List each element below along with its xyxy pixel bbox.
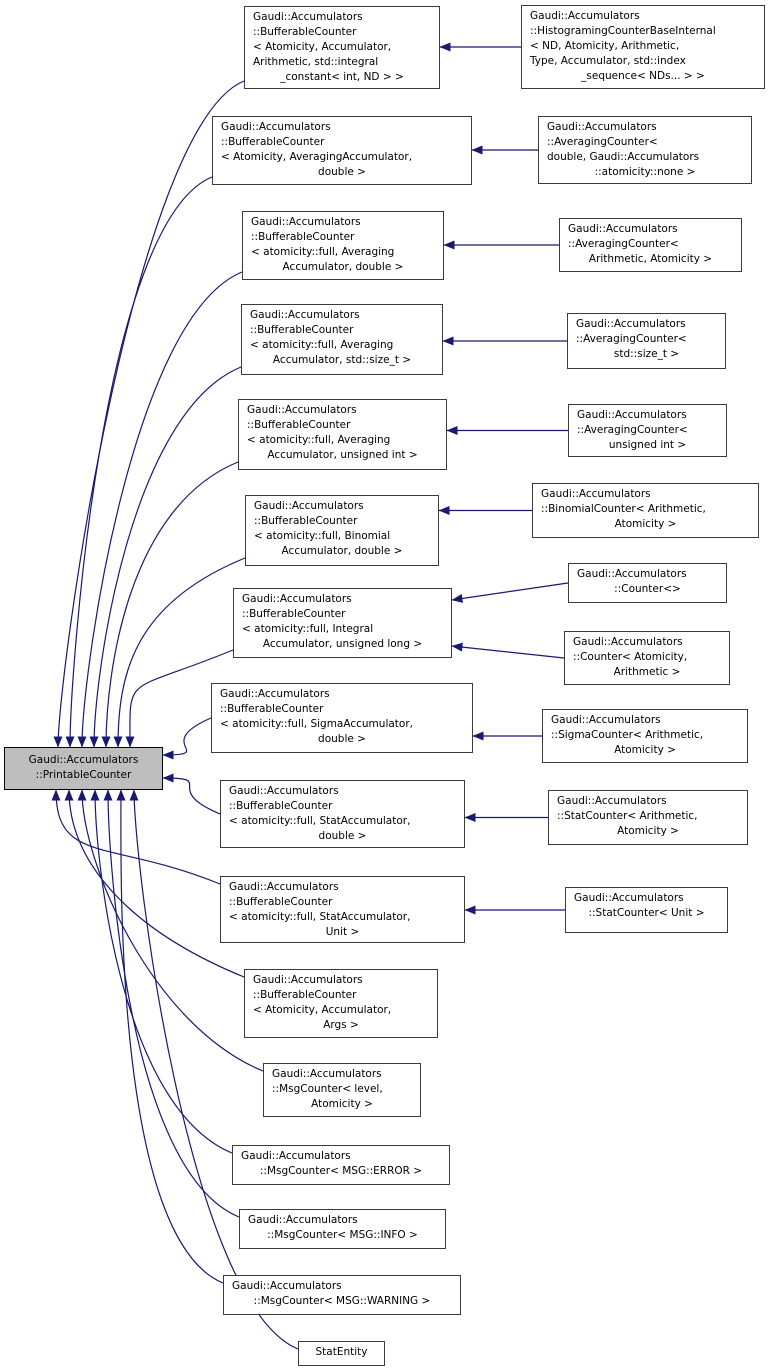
inheritance-edge xyxy=(452,583,568,600)
class-name-line: < atomicity::full, Averaging xyxy=(251,246,395,258)
class-node-avg_counter_uint[interactable] xyxy=(568,404,727,457)
class-node-buf_full_integral_ulong[interactable] xyxy=(233,588,452,658)
class-name-line: < Atomicity, AveragingAccumulator, xyxy=(221,151,413,163)
class-name-line: Gaudi::Accumulators xyxy=(253,974,363,986)
class-name-line: Atomicity > xyxy=(614,744,676,756)
class-name-line: Accumulator, std::size_t > xyxy=(272,354,412,366)
class-name-line: ::PrintableCounter xyxy=(35,769,132,781)
class-name-line: ::MsgCounter< MSG::ERROR > xyxy=(259,1165,423,1177)
class-name-line: ::BufferableCounter xyxy=(229,896,333,908)
inheritance-edge xyxy=(82,272,242,747)
class-name-line: Gaudi::Accumulators xyxy=(241,1150,351,1162)
inheritance-edge xyxy=(95,790,232,1153)
class-name-line: Atomicity > xyxy=(617,825,679,837)
class-name-line: < atomicity::full, Binomial xyxy=(254,530,391,542)
class-name-line: < atomicity::full, Averaging xyxy=(247,434,391,446)
class-name-line: ::BufferableCounter xyxy=(253,26,357,38)
class-name-line: ::StatCounter< Arithmetic, xyxy=(557,810,698,822)
class-name-line: std::size_t > xyxy=(613,348,680,360)
class-node-avg_counter_arith_atom[interactable] xyxy=(559,218,742,272)
class-name-line: Gaudi::Accumulators xyxy=(557,795,667,807)
class-name-line: < ND, Atomicity, Arithmetic, xyxy=(530,40,680,52)
class-name-line: double > xyxy=(318,166,366,178)
class-name-line: _constant< int, ND > > xyxy=(280,71,404,83)
class-name-line: Unit > xyxy=(325,926,360,938)
class-name-line: ::AveragingCounter< xyxy=(568,238,679,250)
class-node-buf_full_sigma_double[interactable] xyxy=(211,683,473,753)
class-name-line: StatEntity xyxy=(315,1346,368,1358)
class-name-line: Gaudi::Accumulators xyxy=(242,593,352,605)
class-name-line: Accumulator, unsigned int > xyxy=(267,449,418,461)
class-node-avg_counter_double_none[interactable] xyxy=(538,116,752,184)
class-name-line: Gaudi::Accumulators xyxy=(577,568,687,580)
class-name-line: < atomicity::full, StatAccumulator, xyxy=(229,911,411,923)
class-node-binomial_counter[interactable] xyxy=(532,483,759,538)
class-name-line: ::BufferableCounter xyxy=(247,419,351,431)
class-name-line: Gaudi::Accumulators xyxy=(541,488,651,500)
class-node-counter_atom_arith[interactable] xyxy=(564,631,730,685)
class-name-line: < atomicity::full, SigmaAccumulator, xyxy=(220,718,413,730)
class-node-buf_atomicity_acc_args[interactable] xyxy=(244,969,438,1038)
class-name-line: ::AveragingCounter< xyxy=(576,333,687,345)
class-name-line: Gaudi::Accumulators xyxy=(551,714,661,726)
class-name-line: Gaudi::Accumulators xyxy=(568,223,678,235)
class-name-line: ::atomicity::none > xyxy=(594,166,696,178)
class-name-line: < atomicity::full, Averaging xyxy=(250,339,394,351)
class-name-line: < Atomicity, Accumulator, xyxy=(253,1004,392,1016)
class-name-line: Type, Accumulator, std::index xyxy=(530,55,686,67)
class-name-line: ::BufferableCounter xyxy=(242,608,346,620)
class-node-avg_counter_sizet[interactable] xyxy=(567,313,726,369)
inheritance-edge xyxy=(163,718,211,755)
class-name-line: Gaudi::Accumulators xyxy=(574,892,684,904)
class-name-line: double, Gaudi::Accumulators xyxy=(547,151,700,163)
class-name-line: < atomicity::full, StatAccumulator, xyxy=(229,815,411,827)
class-node-msg_counter_warning[interactable] xyxy=(223,1275,461,1315)
class-node-buf_full_avg_uint[interactable] xyxy=(238,399,447,470)
class-name-line: Arithmetic > xyxy=(613,666,681,678)
class-name-line: ::SigmaCounter< Arithmetic, xyxy=(551,729,704,741)
class-node-buf_full_stat_unit[interactable] xyxy=(220,876,465,943)
inheritance-edge xyxy=(163,778,220,814)
class-name-line: < Atomicity, Accumulator, xyxy=(253,41,392,53)
class-name-line: ::BufferableCounter xyxy=(229,800,333,812)
class-name-line: Gaudi::Accumulators xyxy=(232,1280,342,1292)
class-name-line: ::BufferableCounter xyxy=(254,515,358,527)
class-node-buf_full_binomial_double[interactable] xyxy=(245,495,439,566)
class-name-line: Arithmetic, std::integral xyxy=(253,56,379,68)
class-name-line: Accumulator, double > xyxy=(282,261,404,273)
class-name-line: Gaudi::Accumulators xyxy=(247,404,357,416)
class-name-line: Gaudi::Accumulators xyxy=(220,688,330,700)
class-name-line: unsigned int > xyxy=(608,439,687,451)
class-name-line: _sequence< NDs... > > xyxy=(581,70,705,82)
class-name-line: Gaudi::Accumulators xyxy=(250,309,360,321)
class-node-sigma_counter[interactable] xyxy=(542,709,748,763)
class-name-line: double > xyxy=(318,830,367,842)
class-name-line: ::BufferableCounter xyxy=(220,703,324,715)
class-node-stat_entity[interactable] xyxy=(298,1341,385,1366)
class-name-line: Gaudi::Accumulators xyxy=(251,216,361,228)
class-name-line: ::BufferableCounter xyxy=(250,324,354,336)
class-node-buf_full_avg_sizet[interactable] xyxy=(241,304,443,375)
class-name-line: ::StatCounter< Unit > xyxy=(588,907,705,919)
class-node-counter_default[interactable] xyxy=(568,563,727,603)
class-name-line: Gaudi::Accumulators xyxy=(28,754,139,766)
class-name-line: Gaudi::Accumulators xyxy=(221,121,331,133)
class-name-line: Accumulator, double > xyxy=(281,545,403,557)
inheritance-edge xyxy=(70,177,212,747)
class-node-buf_full_stat_double[interactable] xyxy=(220,780,465,848)
class-name-line: Arithmetic, Atomicity > xyxy=(588,253,713,265)
class-name-line: ::MsgCounter< level, xyxy=(272,1083,383,1095)
class-name-line: Gaudi::Accumulators xyxy=(248,1214,358,1226)
class-node-msg_counter_info[interactable] xyxy=(239,1209,446,1249)
class-node-root[interactable] xyxy=(4,747,163,790)
class-name-line: ::MsgCounter< MSG::WARNING > xyxy=(253,1295,431,1307)
class-node-buf_nd[interactable] xyxy=(244,6,440,89)
class-name-line: < atomicity::full, Integral xyxy=(242,623,374,635)
class-node-hist_counter_base[interactable] xyxy=(521,5,765,89)
class-name-line: ::Counter< Atomicity, xyxy=(573,651,688,663)
inheritance-edge xyxy=(56,790,220,884)
class-name-line: Gaudi::Accumulators xyxy=(254,500,364,512)
class-name-line: ::BufferableCounter xyxy=(251,231,355,243)
inheritance-edge xyxy=(452,646,564,658)
class-node-msg_counter_level[interactable] xyxy=(263,1063,421,1117)
class-node-stat_counter_unit[interactable] xyxy=(565,887,728,933)
class-name-line: Atomicity > xyxy=(311,1098,373,1110)
class-name-line: Gaudi::Accumulators xyxy=(229,881,339,893)
class-name-line: Atomicity > xyxy=(614,518,677,530)
class-name-line: Accumulator, unsigned long > xyxy=(262,638,423,650)
class-node-msg_counter_error[interactable] xyxy=(232,1145,450,1185)
class-name-line: ::BinomialCounter< Arithmetic, xyxy=(541,503,706,515)
class-name-line: Gaudi::Accumulators xyxy=(530,10,640,22)
class-name-line: Gaudi::Accumulators xyxy=(576,318,686,330)
class-name-line: ::HistogramingCounterBaseInternal xyxy=(530,25,716,37)
class-name-line: Gaudi::Accumulators xyxy=(229,785,339,797)
class-name-line: ::BufferableCounter xyxy=(221,136,325,148)
class-node-stat_counter_arith_atom[interactable] xyxy=(548,790,748,845)
class-name-line: double > xyxy=(318,733,366,745)
class-name-line: Gaudi::Accumulators xyxy=(547,121,657,133)
class-name-line: ::AveragingCounter< xyxy=(577,424,688,436)
class-node-buf_full_avg_double[interactable] xyxy=(242,211,444,280)
class-name-line: ::Counter<> xyxy=(614,583,681,595)
class-name-line: Gaudi::Accumulators xyxy=(573,636,683,648)
class-name-line: Args > xyxy=(323,1019,359,1031)
class-name-line: ::BufferableCounter xyxy=(253,989,357,1001)
class-name-line: Gaudi::Accumulators xyxy=(253,11,363,23)
class-name-line: Gaudi::Accumulators xyxy=(272,1068,382,1080)
class-name-line: ::AveragingCounter< xyxy=(547,136,658,148)
class-name-line: Gaudi::Accumulators xyxy=(577,409,687,421)
class-name-line: ::MsgCounter< MSG::INFO > xyxy=(267,1229,418,1241)
class-node-buf_atomicity_avg_double[interactable] xyxy=(212,116,472,185)
